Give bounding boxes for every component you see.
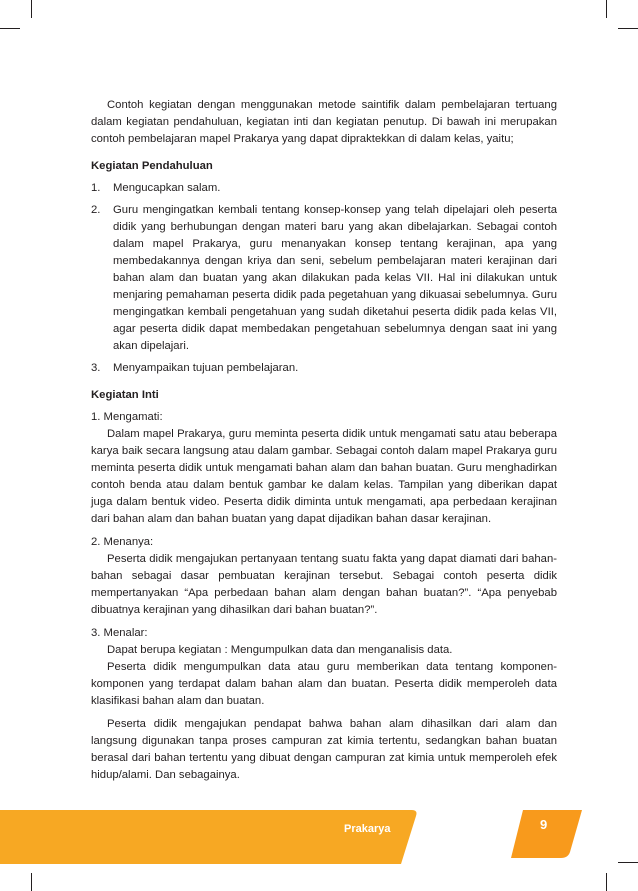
footer-orange-band xyxy=(0,810,417,864)
footer-book-title: Prakarya xyxy=(344,823,391,835)
subsection-title-menanya: 2. Menanya: xyxy=(91,536,154,548)
mengamati-paragraph: Dalam mapel Prakarya, guru meminta peserta didik untuk mengamati satu atau beberapa karya baik secara langsung atau dalam gambar. Sebagai contoh dalam mapel Prakarya guru meminta peserta didik untuk mengamati bahan alam dan bahan buatan. Guru menghadirkan contoh benda atau dalam bentuk gambar ke dalam kelas. Tampilan yang diberikan dapat juga dalam bentuk video. Peserta didik diminta untuk mengamati, apa perbedaan kerajinan dari bahan alam dan bahan buatan yang dapat dijadikan bahan dasar kerajinan. xyxy=(91,428,557,525)
page-content xyxy=(91,97,557,784)
menalar-line: Dapat berupa kegiatan : Mengumpulkan data dan menganalisis data. xyxy=(107,644,453,656)
menalar-paragraph-1: Peserta didik mengumpulkan data atau guru memberikan data tentang komponen-komponen yang terdapat dalam bahan alam dan buatan. Peserta didik memperoleh data klasifikasi bahan alam dan buatan. xyxy=(91,661,557,707)
crop-mark xyxy=(606,873,607,891)
subsection-title-mengamati: 1. Mengamati: xyxy=(91,411,163,423)
section-heading-pendahuluan: Kegiatan Pendahuluan xyxy=(91,160,213,172)
crop-mark xyxy=(31,0,32,18)
page-number: 9 xyxy=(540,817,548,832)
menalar-paragraph-2: Peserta didik mengajukan pendapat bahwa bahan alam dihasilkan dari alam dan langsung digunakan tanpa proses campuran zat kimia tertentu, sedangkan bahan buatan berasal dari bahan tertentu yang dibuat dengan campuran zat kimia untuk memperoleh efek hidup/alami. Dan sebagainya. xyxy=(91,718,557,781)
crop-mark xyxy=(618,28,638,29)
section-heading-inti: Kegiatan Inti xyxy=(91,389,159,401)
menanya-paragraph: Peserta didik mengajukan pertanyaan tentang suatu fakta yang dapat diamati dari bahan-bahan sebagai dasar pembuatan kerajinan tersebut. Sebagai contoh peserta didik mempertanyakan “Apa perbedaan bahan alam dengan bahan buatan?”. “Apa penyebab dibuatnya kerajinan yang dihasilkan dari bahan buatan?”. xyxy=(91,553,557,616)
crop-mark xyxy=(31,873,32,891)
list-item xyxy=(91,360,557,377)
intro-paragraph: Contoh kegiatan dengan menggunakan metode saintifik dalam pembelajaran tertuang dalam kegiatan pendahuluan, kegiatan inti dan kegiatan penutup. Di bawah ini merupakan contoh pembelajaran mapel Prakarya yang dapat dipraktekkan di dalam kelas, yaitu; xyxy=(91,99,557,145)
list-text: Menyampaikan tujuan pembelajaran. xyxy=(113,362,299,374)
list-number: 2. xyxy=(91,204,101,216)
crop-mark xyxy=(0,28,20,29)
list-number: 3. xyxy=(91,362,101,374)
list-item xyxy=(91,180,557,197)
crop-mark xyxy=(606,0,607,18)
list-number: 1. xyxy=(91,182,101,194)
list-text: Mengucapkan salam. xyxy=(113,182,221,194)
pendahuluan-list xyxy=(91,180,557,377)
list-item xyxy=(91,202,557,355)
subsection-title-menalar: 3. Menalar: xyxy=(91,627,148,639)
list-text: Guru mengingatkan kembali tentang konsep-konsep yang telah dipelajari oleh peserta didik yang berhubungan dengan materi baru yang akan dibelajarkan. Sebagai contoh dalam mapel Prakarya, guru menanyakan konsep tentang kerajinan, apa yang membedakannya dengan kriya dan seni, sebelum pembelajaran materi kerajinan dari bahan alam dan buatan yang akan dilakukan pada kelas VII. Hal ini dilakukan untuk menjaring pemahaman peserta didik pada pegetahuan yang dikuasai sebelumnya. Guru mengingatkan kembali pengetahuan yang sudah diketahui peserta didik pada kelas VII, agar peserta didik dapat membedakan pengetahuan sebelumnya dengan saat ini yang akan dipelajari. xyxy=(113,204,557,352)
